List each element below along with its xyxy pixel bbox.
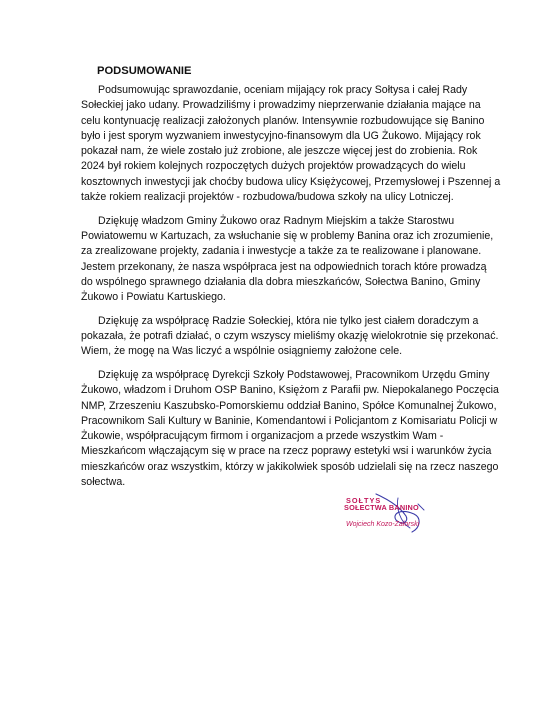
- signature-title: SOŁTYS: [346, 496, 382, 505]
- paragraph-summary: Podsumowując sprawozdanie, oceniam mijający rok pracy Sołtysa i całej Rady Sołeckiej jako udany. Prowadziliśmy i prowadzimy nieprzerwanie działania mające na celu kontynuację realizacji założonych planów. Intensywnie rozbudowujące się Banino było i jest sporym wyzwaniem inwestycyjno-finansowym dla UG Żukowo. Mijający rok pokazał nam, że wiele zostało już zrobione, ale jeszcze więcej jest do zrobienia. Rok 2024 był rokiem kolejnych rozpoczętych dużych projektów prowadzących do wielu kosztownych inwestycji jak choćby budowa ulicy Księżycowej, Przemysłowej i Pszennej a także rokiem realizacji projektów - rozbudowa/budowa szkoły na ulicy Lotniczej.: [81, 84, 501, 204]
- signature-stamp: [336, 492, 456, 552]
- paragraph-thanks-authorities: Dziękuję władzom Gminy Żukowo oraz Radnym Miejskim a także Starostwu Powiatowemu w Kartuzach, za wsłuchanie się w problemy Banina oraz ich zrozumienie, za zrealizowane projekty, zadania i inwestycje a także za te realizowane i planowane. Jestem przekonany, że nasza współpraca jest na odpowiednich torach które prowadzą do wspólnego sprawnego działania dla dobra mieszkańców, Sołectwa Banino, Gminy Żukowo i Powiatu Kartuskiego.: [81, 214, 494, 304]
- paragraph-thanks-council: Dziękuję za współpracę Radzie Sołeckiej, która nie tylko jest ciałem doradczym a pokazała, że potrafi działać, o czym wszyscy mieliśmy okazję wielokrotnie się przekonać. Wiem, że mogę na Was liczyć a wspólnie osiągniemy założone cele.: [81, 314, 499, 358]
- signature-office: SOŁECTWA BANINO: [344, 503, 419, 512]
- document-body: [81, 64, 501, 499]
- signature-name: Wojciech Kozo-Załorski: [346, 521, 420, 528]
- document-heading: PODSUMOWANIE: [97, 65, 192, 77]
- paragraph-thanks-institutions: Dziękuję za współpracę Dyrekcji Szkoły Podstawowej, Pracownikom Urzędu Gminy Żukowo, władzom i Druhom OSP Banino, Księżom z Parafii pw. Niepokalanego Poczęcia NMP, Zrzeszeniu Kaszubsko-Pomorskiemu oddział Banino, Spółce Komunalnej Żukowo, Pracownikom Sali Kultury w Baninie, Komendantowi i Policjantom z Komisariatu Policji w Żukowie, współpracującym firmom i organizacjom a przede wszystkim Wam - Mieszkańcom włączającym się w prace na rzecz poprawy estetyki wsi i warunków życia mieszkańców oraz wszystkim, którzy w jakikolwiek sposób udzielali się na rzecz naszego sołectwa.: [81, 368, 499, 489]
